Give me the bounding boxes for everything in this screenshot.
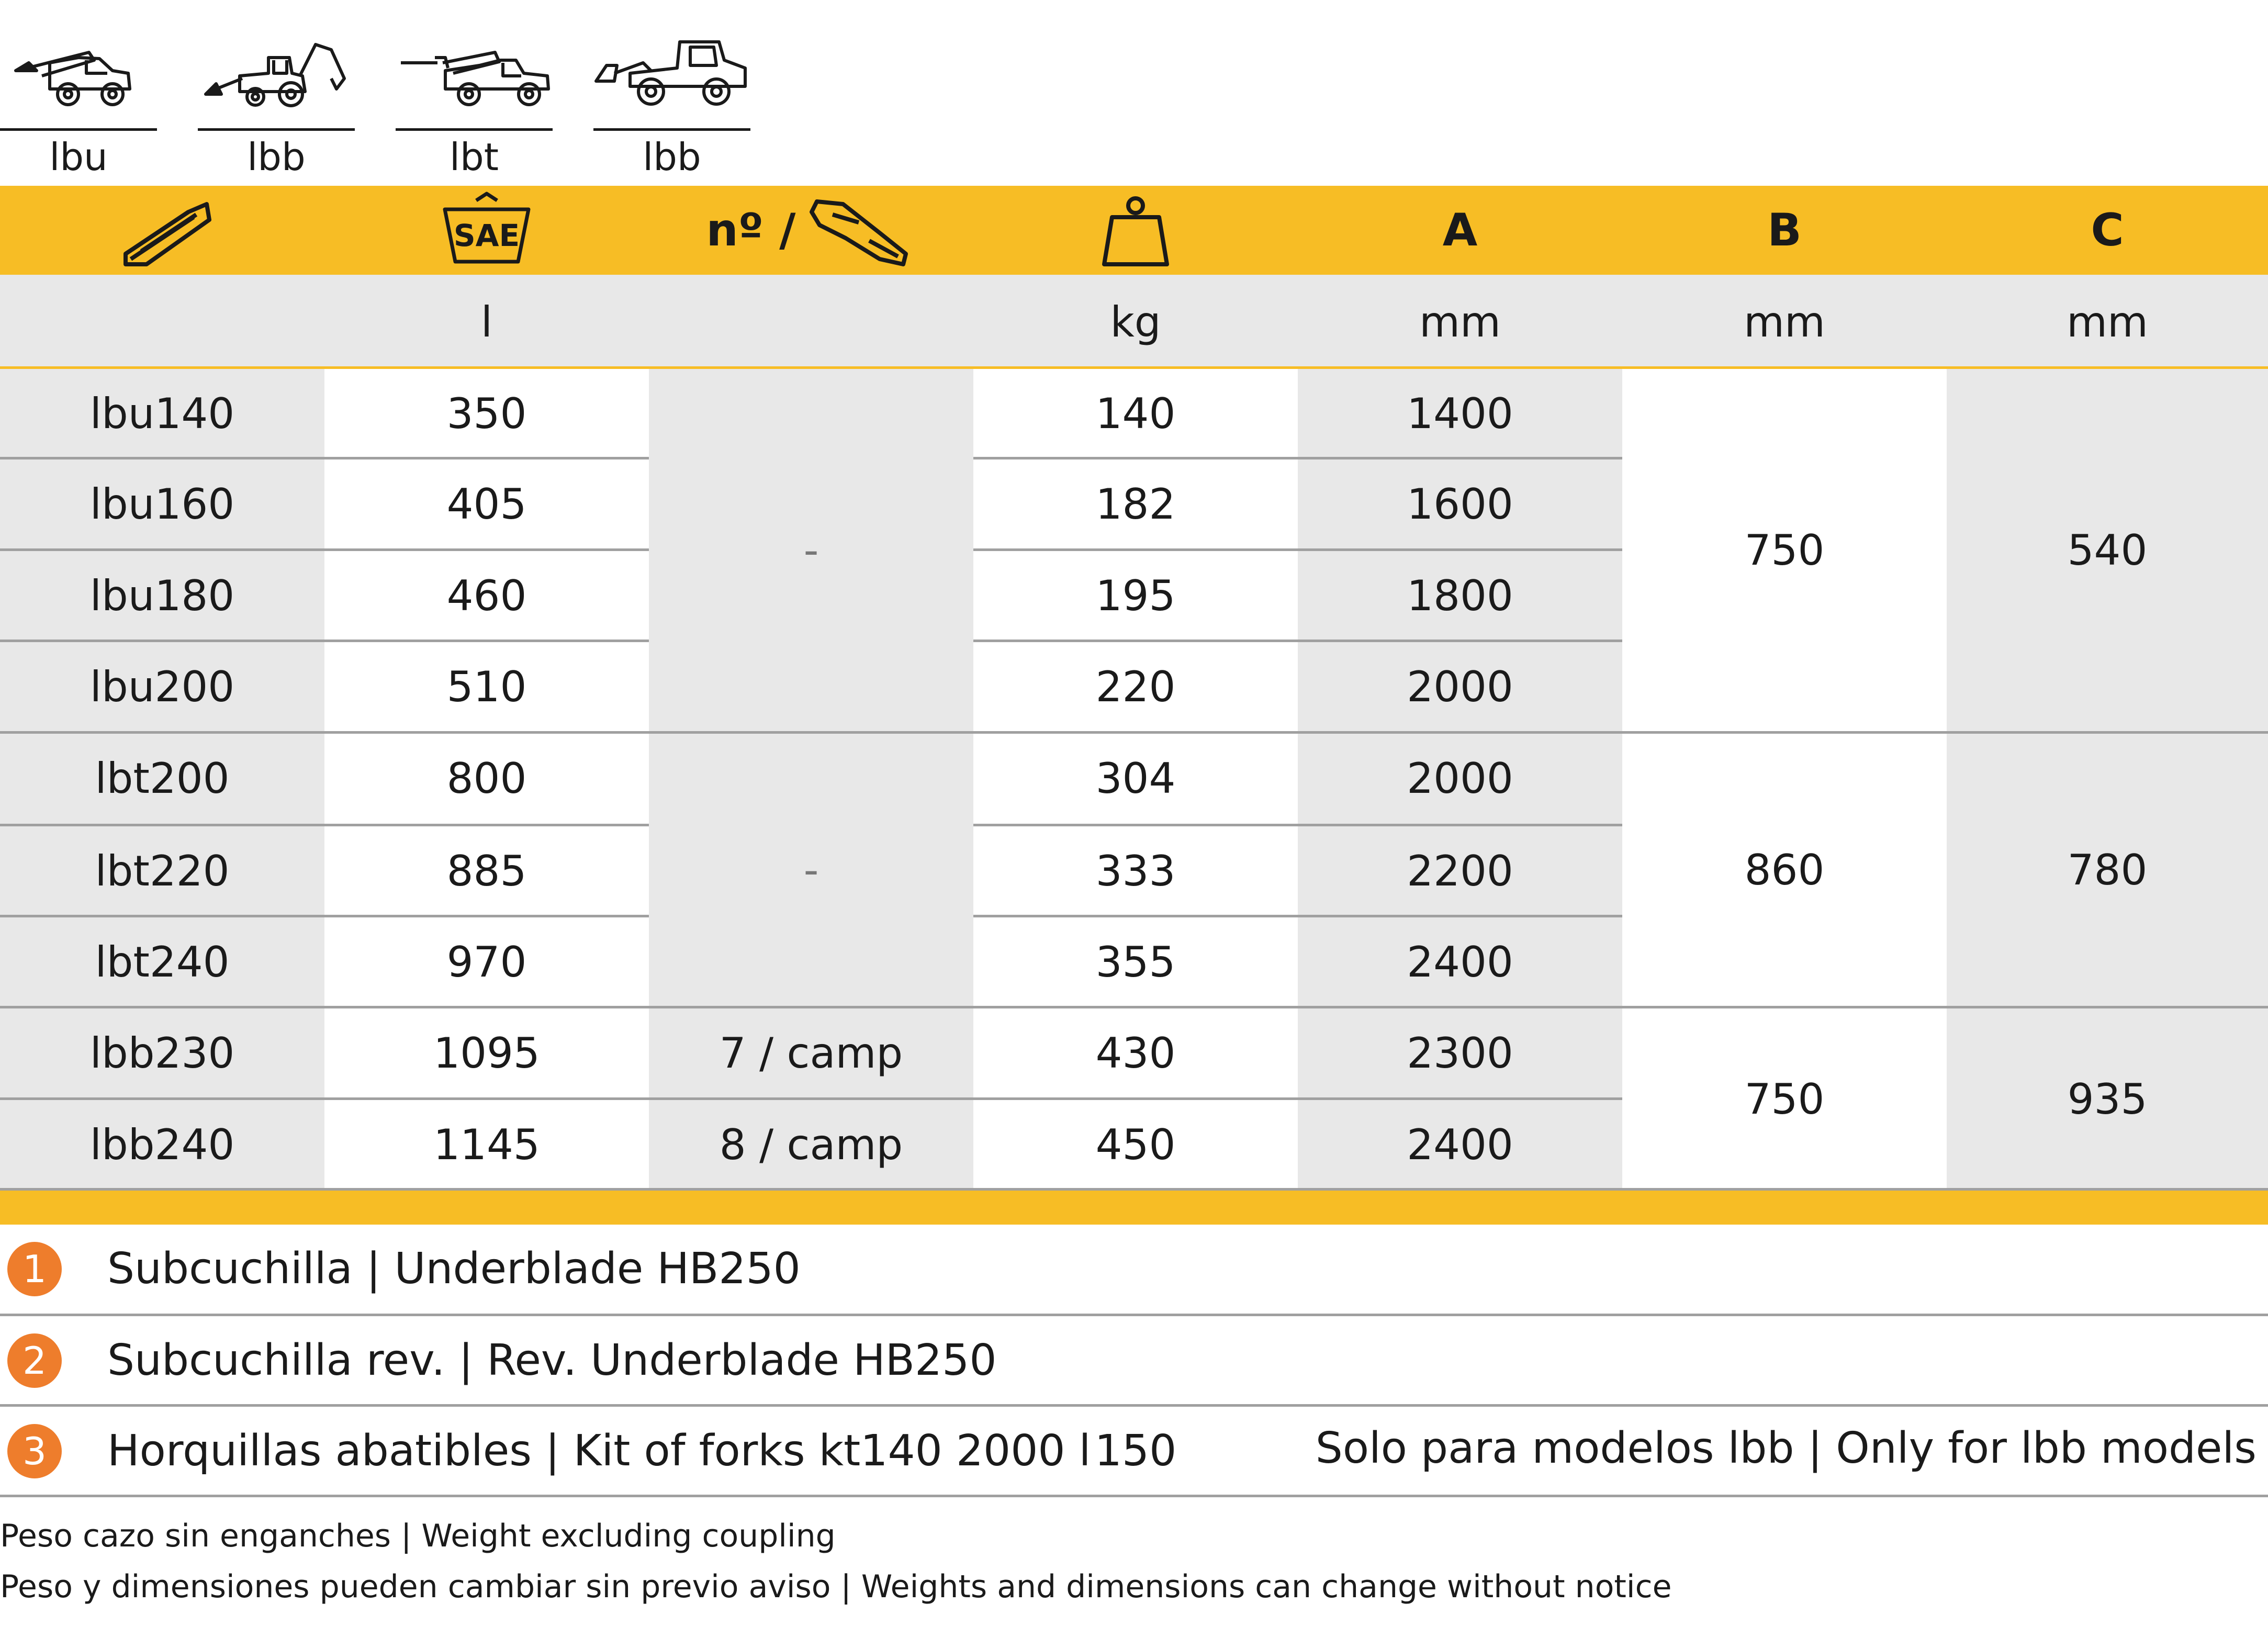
a-cell: 2400 <box>1407 1120 1513 1169</box>
col-b-header: B <box>1767 204 1802 256</box>
group-3-c: 935 <box>2067 1074 2148 1124</box>
number-badge: 3 <box>7 1424 62 1478</box>
model-cell: lbt200 <box>95 754 230 803</box>
a-cell: 2200 <box>1407 847 1513 895</box>
model-cell: lbb230 <box>89 1029 235 1078</box>
machine-label: lbt <box>450 135 499 179</box>
weight-cell: 450 <box>1095 1120 1176 1169</box>
weight-cell: 195 <box>1095 571 1176 620</box>
capacity-cell: 405 <box>446 480 527 529</box>
a-cell: 2000 <box>1407 663 1513 711</box>
group-2-c: 780 <box>2067 845 2148 894</box>
sae-capacity-icon <box>324 186 649 275</box>
capacity-cell: 885 <box>446 847 527 895</box>
a-cell: 2300 <box>1407 1029 1513 1078</box>
weight-cell: 430 <box>1095 1029 1176 1078</box>
teeth-cell: 8 / camp <box>719 1120 903 1169</box>
unit-capacity: l <box>480 297 493 346</box>
number-badge: 1 <box>7 1242 62 1296</box>
capacity-cell: 800 <box>446 754 527 803</box>
group-3-b: 750 <box>1744 1074 1825 1124</box>
model-cell: lbu200 <box>89 663 235 711</box>
a-cell: 1800 <box>1407 571 1513 620</box>
unit-b: mm <box>1744 297 1825 346</box>
wheel-loader-icon <box>593 21 750 110</box>
accessory-weight: 150 <box>1094 1426 1177 1476</box>
table-footer-bar <box>0 1191 2268 1225</box>
accessory-label: Subcuchilla | Underblade HB250 <box>107 1244 801 1294</box>
capacity-cell: 510 <box>446 663 527 711</box>
model-cell: lbt240 <box>95 938 230 986</box>
model-cell: lbu160 <box>89 480 235 529</box>
model-cell: lbu180 <box>89 571 235 620</box>
note-weight: Peso cazo sin enganches | Weight excluding coupling <box>0 1518 836 1554</box>
backhoe-loader-icon <box>198 21 355 110</box>
group-1-b: 750 <box>1744 525 1825 575</box>
group-2-b: 860 <box>1744 845 1825 894</box>
model-cell: lbt220 <box>95 847 230 895</box>
a-cell: 2400 <box>1407 938 1513 986</box>
model-cell: lbu140 <box>89 389 235 438</box>
weight-cell: 333 <box>1095 847 1176 895</box>
accessory-label: Horquillas abatibles | Kit of forks kt140 2000 l <box>107 1426 1091 1476</box>
a-cell: 1400 <box>1407 389 1513 438</box>
tooth-icon <box>796 191 916 270</box>
col-c-header: C <box>2091 204 2124 256</box>
machine-label: lbb <box>247 135 306 179</box>
machine-label: lbu <box>49 135 108 179</box>
a-cell: 2000 <box>1407 754 1513 803</box>
weight-cell: 182 <box>1095 480 1176 529</box>
teeth-header <box>649 186 973 275</box>
unit-c: mm <box>2067 297 2148 346</box>
number-badge: 2 <box>7 1333 62 1388</box>
capacity-cell: 1145 <box>433 1120 540 1169</box>
teeth-header-label: nº / <box>706 204 796 256</box>
a-cell: 1600 <box>1407 480 1513 529</box>
group-1-c: 540 <box>2067 525 2148 575</box>
group-2-teeth: - <box>803 845 819 894</box>
capacity-cell: 350 <box>446 389 527 438</box>
group-1-teeth: - <box>803 525 819 575</box>
capacity-cell: 460 <box>446 571 527 620</box>
sae-label: SAE <box>453 218 520 253</box>
machine-label: lbb <box>643 135 701 179</box>
note-changes: Peso y dimensiones pueden cambiar sin previo aviso | Weights and dimensions can change without notice <box>0 1568 1672 1605</box>
unit-a: mm <box>1419 297 1501 346</box>
accessory-label: Subcuchilla rev. | Rev. Underblade HB250 <box>107 1336 997 1385</box>
weight-cell: 220 <box>1095 663 1176 711</box>
capacity-cell: 1095 <box>433 1029 540 1078</box>
weight-cell: 355 <box>1095 938 1176 986</box>
teeth-cell: 7 / camp <box>719 1029 903 1078</box>
weight-icon <box>973 186 1298 275</box>
capacity-cell: 970 <box>446 938 527 986</box>
col-a-header: A <box>1442 204 1478 256</box>
accessory-note: Solo para modelos lbb | Only for lbb models <box>1315 1423 2256 1473</box>
telehandler-skid-icon <box>0 21 157 110</box>
telehandler-icon <box>396 21 553 110</box>
weight-cell: 140 <box>1095 389 1176 438</box>
model-cell: lbb240 <box>89 1120 235 1169</box>
weight-cell: 304 <box>1095 754 1176 803</box>
bucket-icon <box>0 186 324 275</box>
unit-weight: kg <box>1110 297 1161 346</box>
